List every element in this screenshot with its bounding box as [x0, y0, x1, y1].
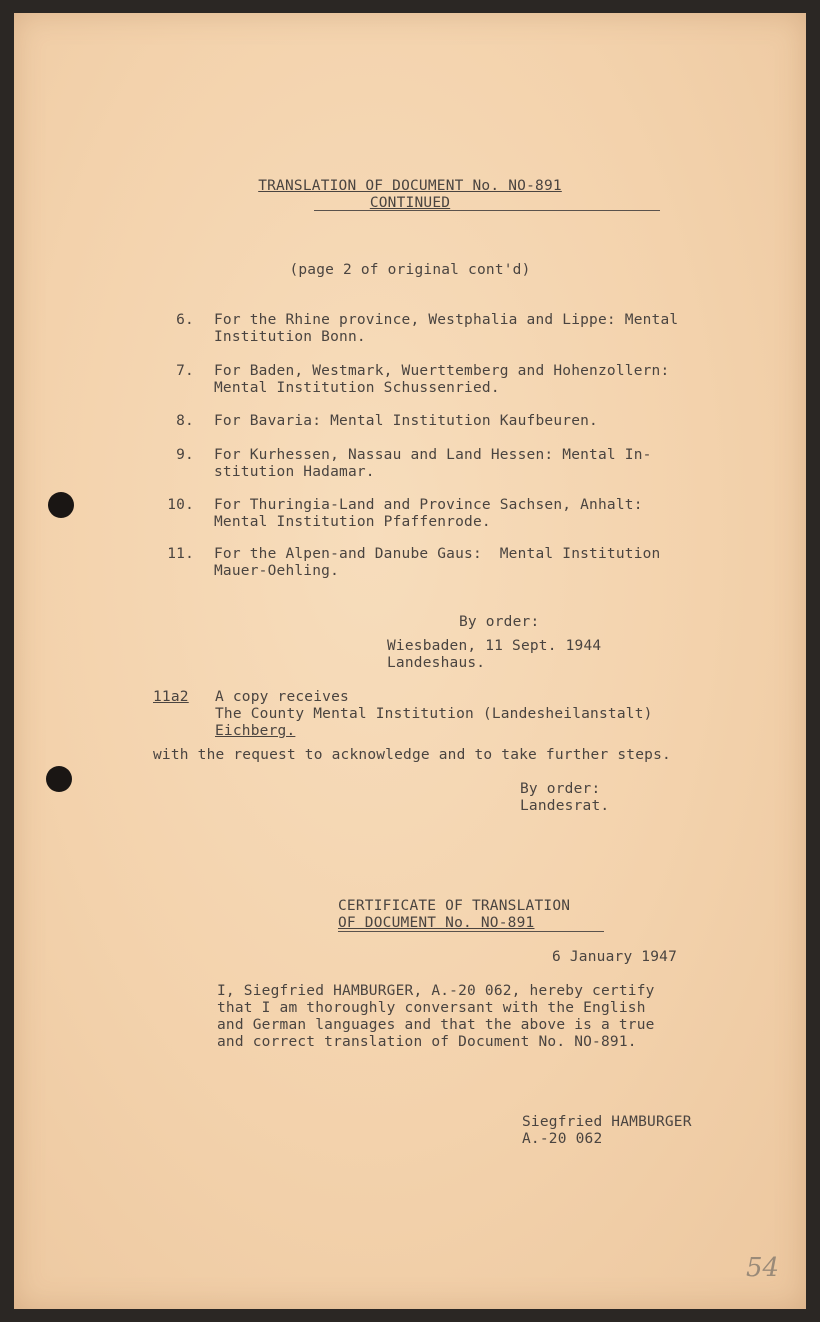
item-text: Mental Institution Schussenried.: [214, 380, 500, 396]
order-organization: Landeshaus.: [387, 655, 486, 671]
item-text: For Kurhessen, Nassau and Land Hessen: Mental In-: [214, 447, 652, 463]
certificate-date: 6 January 1947: [552, 949, 678, 965]
certificate-body-line: and correct translation of Document No. NO-891.: [217, 1034, 637, 1050]
item-number: 9.: [176, 447, 194, 463]
item-number: 6.: [176, 312, 194, 328]
order-official: Landesrat.: [520, 798, 610, 814]
item-text: For Baden, Westmark, Wuerttemberg and Hohenzollern:: [214, 363, 670, 379]
copy-request: with the request to acknowledge and to take further steps.: [153, 747, 671, 763]
item-text: Institution Bonn.: [214, 329, 366, 345]
item-text: For Bavaria: Mental Institution Kaufbeuren.: [214, 413, 598, 429]
item-text: For the Rhine province, Westphalia and Lippe: Mental: [214, 312, 679, 328]
item-number: 8.: [176, 413, 194, 429]
order-label: By order:: [520, 781, 601, 797]
certificate-rule: [338, 931, 604, 932]
copy-line: A copy receives: [215, 689, 349, 705]
item-text: For the Alpen-and Danube Gaus: Mental Institution: [214, 546, 661, 562]
document-subtitle: CONTINUED: [369, 195, 451, 211]
certificate-body-line: that I am thoroughly conversant with the English: [217, 1000, 646, 1016]
punch-hole: [46, 766, 72, 792]
document-title: TRANSLATION OF DOCUMENT No. NO-891: [258, 178, 562, 194]
item-text: Mauer-Oehling.: [214, 563, 340, 579]
document-page: [14, 13, 806, 1309]
signature-id: A.-20 062: [522, 1131, 603, 1147]
punch-hole: [48, 492, 74, 518]
certificate-title: CERTIFICATE OF TRANSLATION: [338, 898, 571, 914]
item-text: stitution Hadamar.: [214, 464, 375, 480]
item-text: Mental Institution Pfaffenrode.: [214, 514, 491, 530]
item-text: For Thuringia-Land and Province Sachsen, Anhalt:: [214, 497, 643, 513]
certificate-body-line: I, Siegfried HAMBURGER, A.-20 062, hereby certify: [217, 983, 655, 999]
certificate-subtitle: OF DOCUMENT No. NO-891: [338, 915, 535, 931]
certificate-body-line: and German languages and that the above is a true: [217, 1017, 655, 1033]
page-note: (page 2 of original cont'd): [289, 262, 531, 278]
order-place-date: Wiesbaden, 11 Sept. 1944: [387, 638, 602, 654]
title-rule: [314, 210, 660, 211]
copy-line: The County Mental Institution (Landesheilanstalt): [215, 706, 653, 722]
order-label: By order:: [459, 614, 540, 630]
item-number: 7.: [176, 363, 194, 379]
item-number: 11.: [167, 546, 194, 562]
page-number: 54: [746, 1253, 780, 1283]
item-number: 10.: [167, 497, 194, 513]
signature-name: Siegfried HAMBURGER: [522, 1114, 692, 1130]
copy-reference: 11a2: [153, 689, 189, 705]
copy-recipient: Eichberg.: [215, 723, 296, 739]
